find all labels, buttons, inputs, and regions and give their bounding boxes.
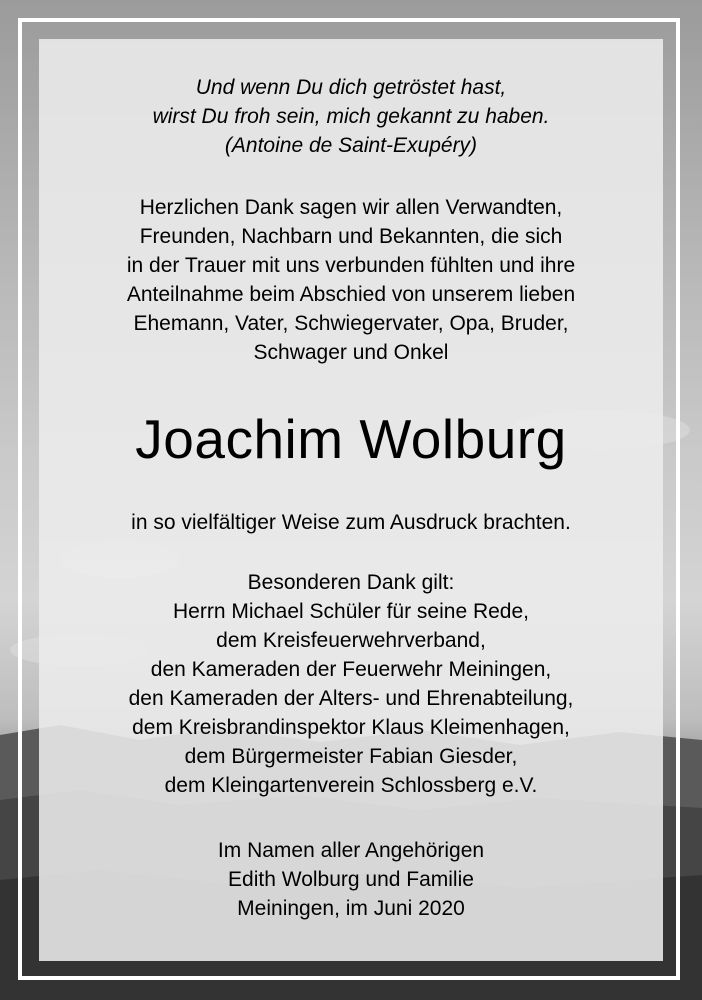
- intro-line: Freunden, Nachbarn und Bekannten, die sich: [139, 225, 563, 248]
- intro-line: Herzlichen Dank sagen wir allen Verwandten,: [139, 196, 563, 219]
- obituary-card: [39, 39, 663, 961]
- intro-line: in der Trauer mit uns verbunden fühlten und ihre: [126, 254, 576, 277]
- intro-block: [39, 193, 663, 367]
- quote-line: wirst Du froh sein, mich gekannt zu haben.: [152, 105, 550, 128]
- special-thanks-line: dem Bürgermeister Fabian Giesder,: [184, 745, 518, 768]
- signature-line: Im Namen aller Angehörigen: [217, 839, 485, 862]
- special-thanks-line: dem Kleingartenverein Schlossberg e.V.: [164, 774, 538, 797]
- intro-line: Schwager und Onkel: [253, 341, 449, 364]
- closing-block: [39, 508, 663, 537]
- quote-attribution: (Antoine de Saint-Exupéry): [224, 134, 478, 157]
- special-thanks-line: Herrn Michael Schüler für seine Rede,: [173, 600, 529, 623]
- special-thanks-line: den Kameraden der Alters- und Ehrenabteilung,: [128, 687, 574, 710]
- intro-line: Ehemann, Vater, Schwiegervater, Opa, Bruder,: [133, 312, 569, 335]
- deceased-name: Joachim Wolburg: [135, 408, 567, 470]
- name-block: [39, 407, 663, 471]
- signature-family: Edith Wolburg und Familie: [228, 868, 474, 891]
- special-thanks-line: den Kameraden der Feuerwehr Meiningen,: [150, 658, 552, 681]
- intro-line: Anteilnahme beim Abschied von unserem lieben: [126, 283, 576, 306]
- quote-block: [39, 73, 663, 160]
- signature-block: [39, 836, 663, 923]
- special-thanks-line: dem Kreisbrandinspektor Klaus Kleimenhagen,: [132, 716, 570, 739]
- special-thanks-heading: Besonderen Dank gilt:: [247, 571, 455, 594]
- special-thanks-line: dem Kreisfeuerwehrverband,: [216, 629, 486, 652]
- quote-line: Und wenn Du dich getröstet hast,: [195, 76, 507, 99]
- special-thanks-block: [39, 568, 663, 800]
- closing-sentence: in so vielfältiger Weise zum Ausdruck brachten.: [131, 511, 571, 534]
- signature-place-date: Meiningen, im Juni 2020: [237, 897, 465, 920]
